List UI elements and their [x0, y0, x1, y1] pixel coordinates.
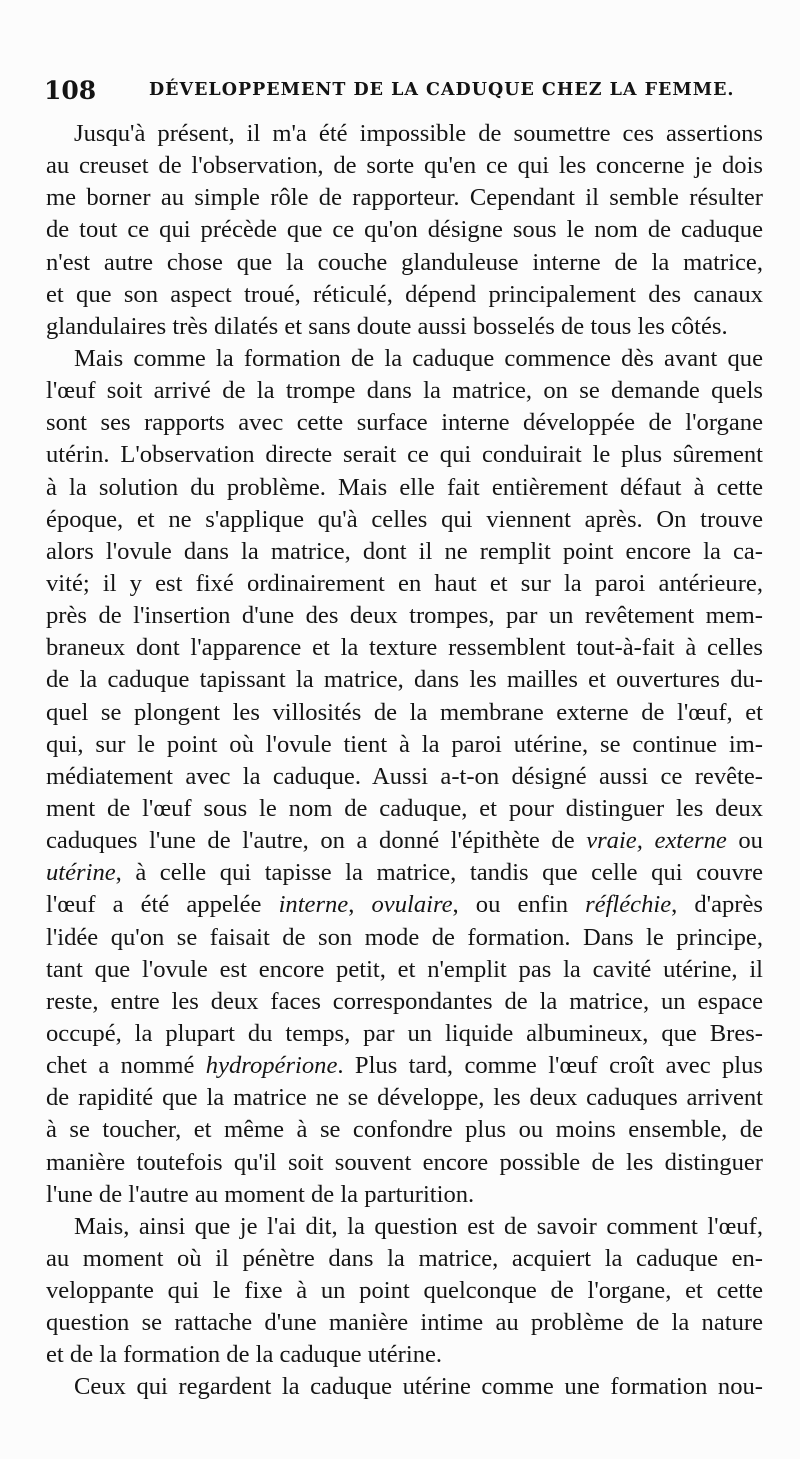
text-line [46, 1179, 763, 1211]
line-text: sont ses rapports avec cette surface interne développée de l'organe [46, 409, 763, 437]
line-text: reste, entre les deux faces correspondantes de la matrice, un espace [46, 987, 763, 1015]
text-line [46, 664, 763, 696]
text-line [46, 857, 763, 889]
line-text: ment de l'œuf sous le nom de caduque, et pour distinguer les deux [46, 794, 763, 822]
italic-term: ovulaire [371, 891, 453, 919]
line-text: quel se plongent les villosités de la membrane externe de l'œuf, et [46, 698, 763, 726]
text-line [46, 1275, 763, 1307]
text-line [46, 1211, 763, 1243]
text-line [46, 311, 763, 343]
text-line [46, 1018, 763, 1050]
line-text: Mais, ainsi que je l'ai dit, la question est de savoir comment l'œuf, [74, 1212, 763, 1240]
line-text: de tout ce qui précède que ce qu'on désigne sous le nom de caduque [46, 216, 763, 244]
line-text: ou [726, 827, 763, 855]
line-text: caduques l'une de l'autre, on a donné l'épithète de [46, 827, 587, 855]
line-text: , d'après [671, 891, 763, 919]
line-text: Jusqu'à présent, il m'a été impossible de soumettre ces assertions [74, 120, 763, 147]
text-line [46, 793, 763, 825]
line-text: me borner au simple rôle de rapporteur. Cependant il semble résulter [46, 184, 763, 212]
line-text: . Plus tard, comme l'œuf croît avec plus [337, 1052, 763, 1080]
line-text: qui, sur le point où l'ovule tient à la paroi utérine, se continue im- [46, 730, 763, 758]
line-text: à la solution du problème. Mais elle fait entièrement défaut à cette [46, 473, 763, 501]
line-text: alors l'ovule dans la matrice, dont il ne remplit point encore la ca- [46, 537, 763, 565]
text-line [46, 118, 763, 150]
line-text: braneux dont l'apparence et la texture ressemblent tout-à-fait à celles [46, 634, 763, 662]
text-line [46, 1114, 763, 1146]
line-text: et que son aspect troué, réticulé, dépend principalement des canaux [46, 280, 763, 308]
line-text: glandulaires très dilatés et sans doute aussi bosselés de tous les côtés. [46, 312, 728, 340]
line-text: médiatement avec la caduque. Aussi a-t-on désigné aussi ce revête- [46, 762, 763, 790]
text-line [46, 1339, 763, 1371]
line-text: veloppante qui le fixe à un point quelconque de l'organe, et cette [46, 1277, 763, 1305]
text-line [46, 1371, 763, 1403]
page-header [44, 76, 744, 108]
line-text: au moment où il pénètre dans la matrice, acquiert la caduque en- [46, 1244, 763, 1272]
italic-term: réfléchie [585, 891, 672, 919]
line-text: l'œuf a été appelée [46, 891, 279, 919]
line-text: question se rattache d'une manière intime au problème de la nature [46, 1309, 763, 1337]
line-text: époque, et ne s'applique qu'à celles qui viennent après. On trouve [46, 505, 763, 533]
text-line [46, 761, 763, 793]
line-text: et de la formation de la caduque utérine. [46, 1341, 443, 1369]
text-line [46, 568, 763, 600]
line-text: vité; il y est fixé ordinairement en haut et sur la paroi antérieure, [46, 569, 763, 597]
line-text: tant que l'ovule est encore petit, et n'emplit pas la cavité utérine, il [46, 955, 763, 983]
text-line [46, 889, 763, 921]
line-text: , [348, 891, 372, 919]
text-line [46, 922, 763, 954]
text-line [46, 1243, 763, 1275]
line-text: au creuset de l'observation, de sorte qu'en ce qui les concerne je dois [46, 152, 763, 180]
text-line [46, 504, 763, 536]
italic-term: hydropérione [205, 1052, 338, 1080]
line-text: de la caduque tapissant la matrice, dans les mailles et ouvertures du- [46, 666, 763, 694]
line-text: n'est autre chose que la couche glanduleuse interne de la matrice, [46, 248, 763, 276]
line-text: utérin. L'observation directe serait ce qui conduirait le plus sûrement [46, 441, 763, 469]
line-text: chet a nommé [46, 1052, 206, 1080]
text-line [46, 1307, 763, 1339]
italic-term: utérine [46, 859, 116, 887]
text-line [46, 1147, 763, 1179]
text-line [46, 247, 763, 279]
italic-term: interne [278, 891, 349, 919]
text-line [46, 1082, 763, 1114]
text-line [46, 214, 763, 246]
text-line [46, 536, 763, 568]
line-text: l'idée qu'on se faisait de son mode de formation. Dans le principe, [46, 923, 763, 951]
text-line [46, 472, 763, 504]
text-line [46, 600, 763, 632]
text-line [46, 1050, 763, 1082]
italic-term: vraie, externe [586, 827, 727, 855]
text-line [46, 825, 763, 857]
text-line [46, 375, 763, 407]
page-number: 108 [44, 76, 97, 105]
line-text: manière toutefois qu'il soit souvent encore possible de les distinguer [46, 1148, 763, 1176]
line-text: , à celle qui tapisse la matrice, tandis que celle qui couvre [115, 859, 763, 887]
text-line [46, 986, 763, 1018]
text-line [46, 182, 763, 214]
line-text: l'une de l'autre au moment de la parturition. [46, 1180, 475, 1208]
text-line [46, 150, 763, 182]
line-text: de rapidité que la matrice ne se développe, les deux caduques arrivent [46, 1084, 763, 1112]
line-text: à se toucher, et même à se confondre plus ou moins ensemble, de [46, 1116, 763, 1144]
body-text [46, 118, 763, 1404]
text-line [46, 343, 763, 375]
line-text: l'œuf soit arrivé de la trompe dans la matrice, on se demande quels [46, 377, 763, 405]
line-text: , ou enfin [452, 891, 586, 919]
line-text: Ceux qui regardent la caduque utérine comme une formation nou- [74, 1373, 763, 1401]
text-line [46, 407, 763, 439]
text-line [46, 439, 763, 471]
text-line [46, 697, 763, 729]
line-text: Mais comme la formation de la caduque commence dès avant que [74, 344, 763, 372]
text-line [46, 729, 763, 761]
line-text: près de l'insertion d'une des deux trompes, par un revêtement mem- [46, 602, 763, 630]
text-line [46, 632, 763, 664]
text-line [46, 279, 763, 311]
line-text: occupé, la plupart du temps, par un liquide albumineux, que Bres- [46, 1019, 763, 1047]
text-line [46, 954, 763, 986]
running-head: DÉVELOPPEMENT DE LA CADUQUE CHEZ LA FEMME. [149, 80, 735, 100]
